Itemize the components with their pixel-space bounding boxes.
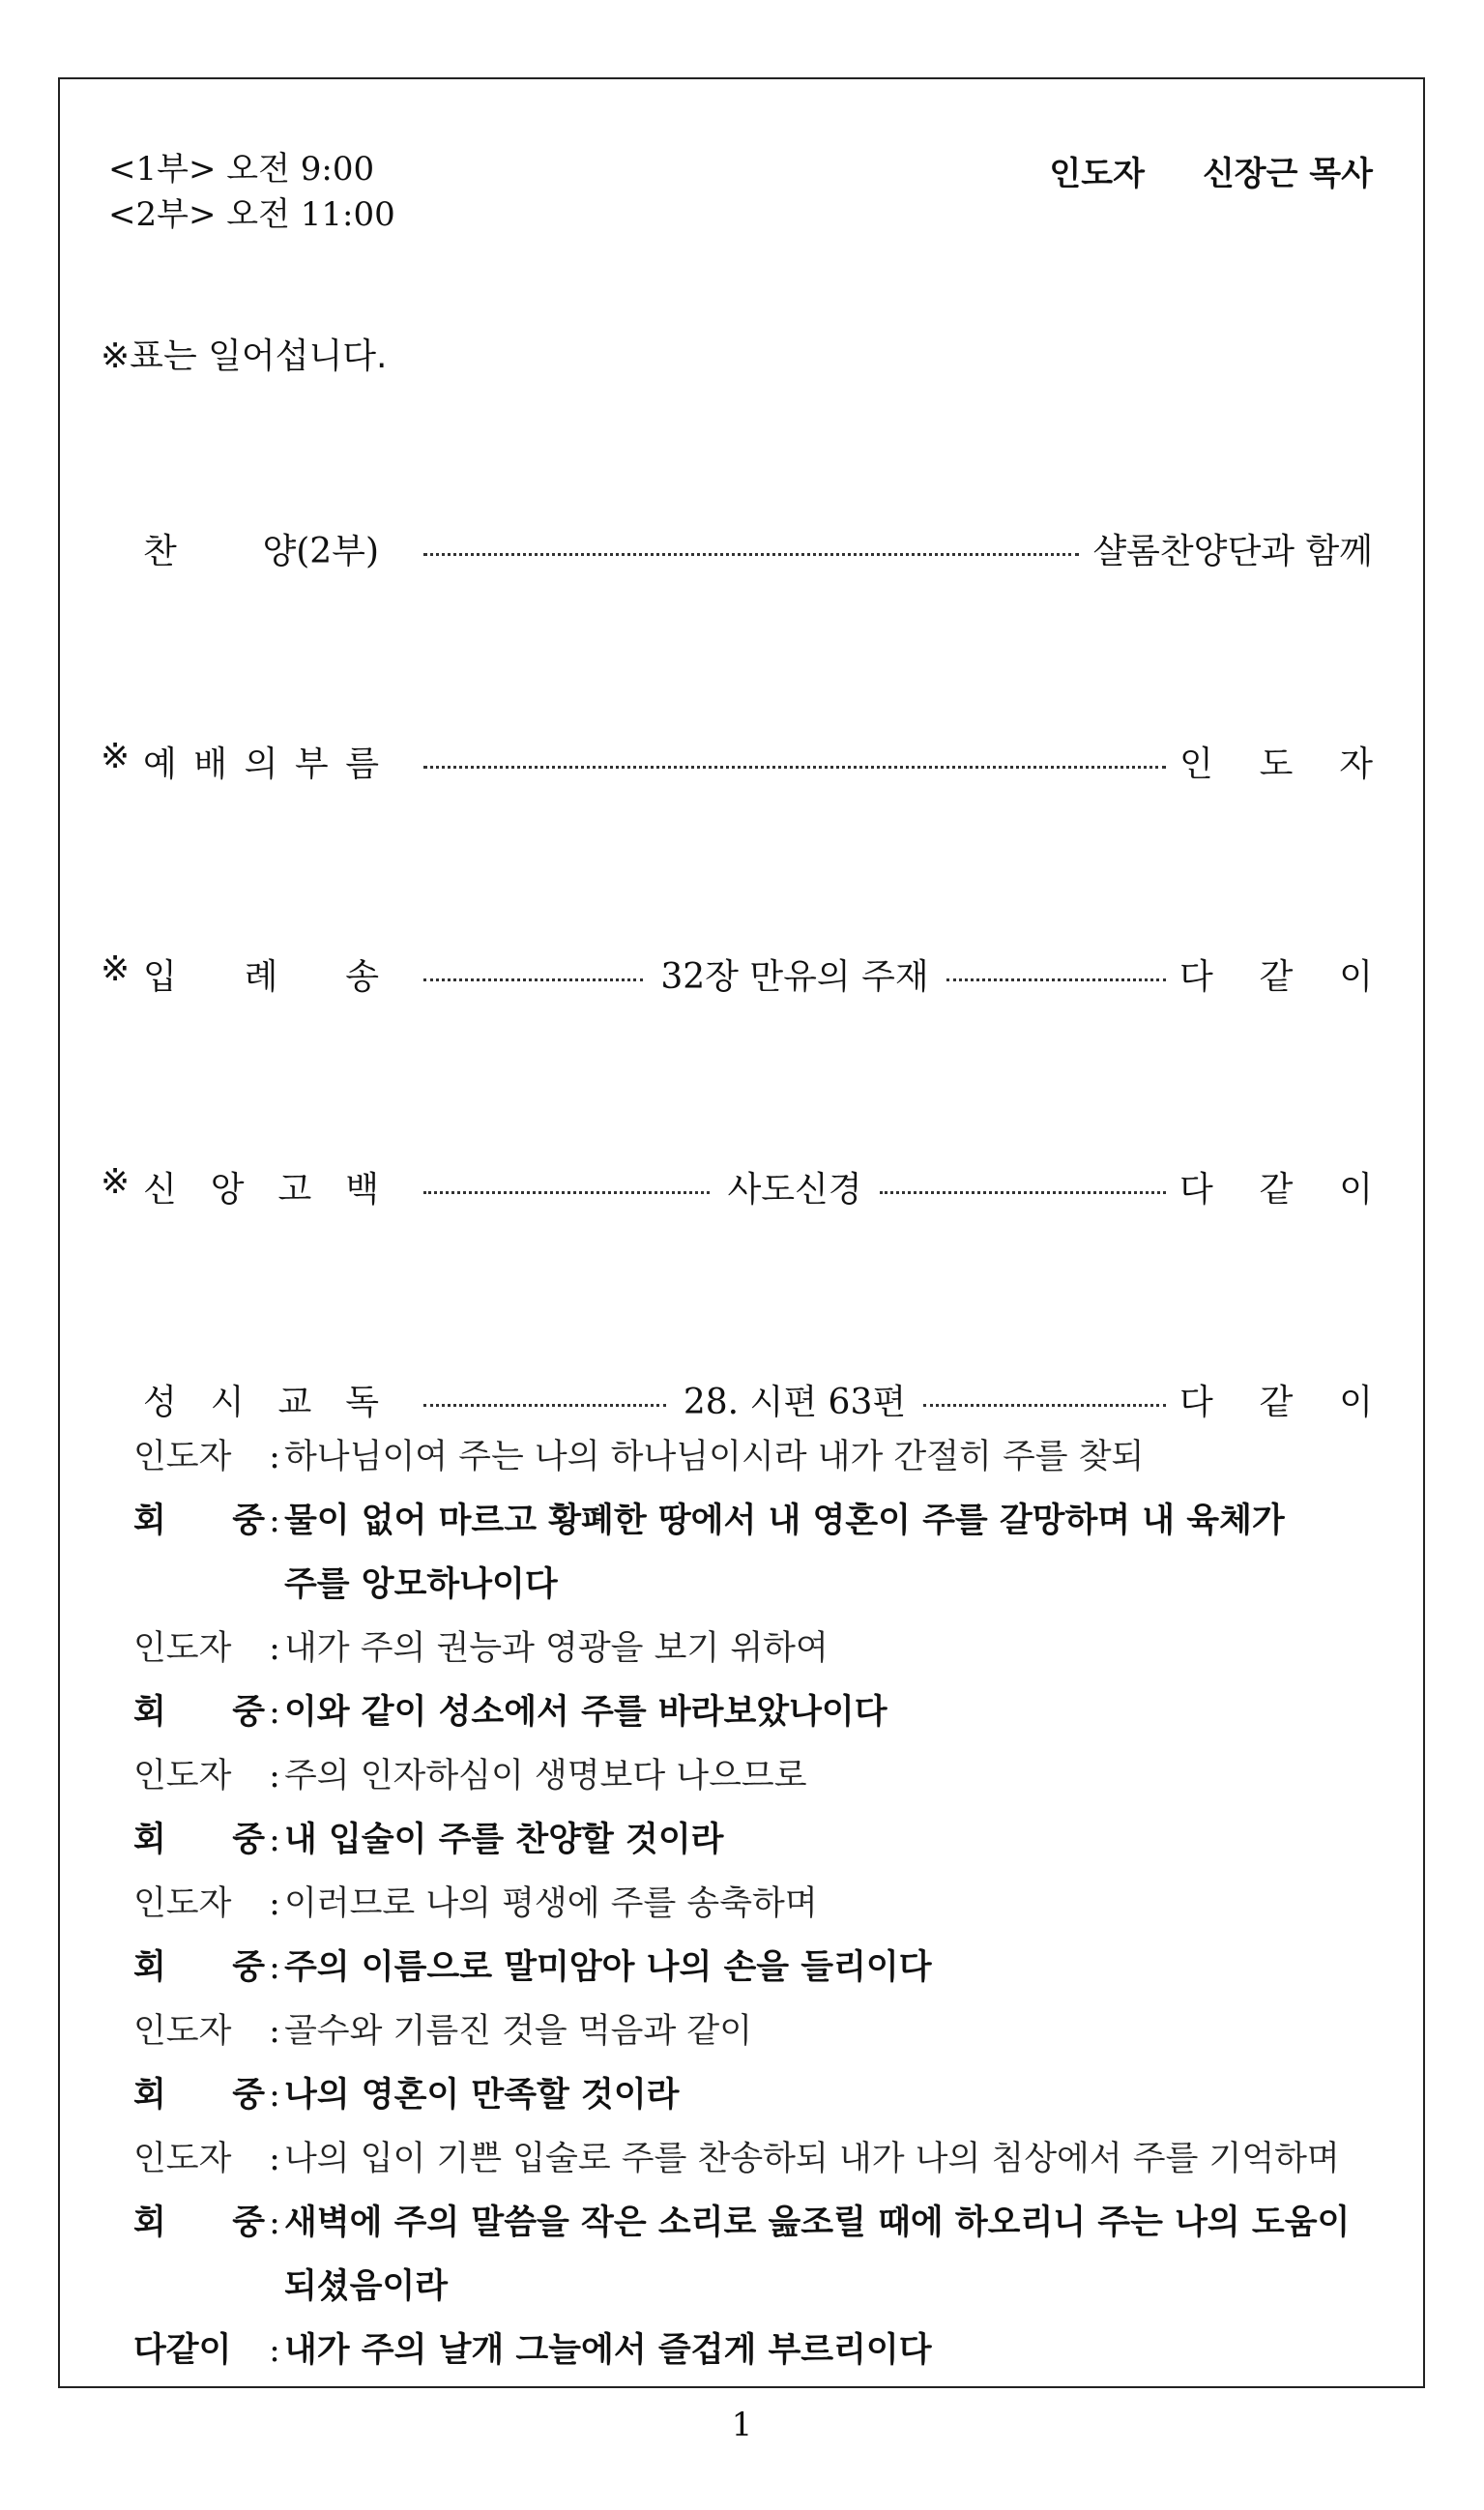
order-item (101, 524, 1373, 572)
colon: : (269, 1821, 280, 1859)
label-char: 시 (210, 1382, 245, 1422)
label-char: 예 (143, 744, 177, 784)
service-1-time: <1부> 오전 9:00 (108, 150, 375, 189)
label-char: 백 (345, 1169, 379, 1210)
speaker-char: 회 (133, 2076, 166, 2115)
speaker-char: 인도자 (133, 2140, 232, 2178)
leader-line (133, 1872, 1373, 1936)
speaker-char: 중 (232, 1693, 265, 1732)
participant-char: 다 (1179, 1169, 1213, 1210)
leader-line (133, 1999, 1373, 2063)
participant-char: 이 (1339, 956, 1373, 997)
speaker-label (133, 2063, 265, 2127)
label-char: 교 (277, 1382, 312, 1422)
participant-char: 인 (1179, 744, 1213, 784)
order-item (101, 949, 1373, 998)
speaker-char: 중 (232, 1502, 265, 1540)
speaker-char: 중 (232, 2204, 265, 2242)
colon: : (269, 1629, 280, 1668)
reading-text: 이와 같이 성소에서 주를 바라보았나이다 (284, 1693, 887, 1732)
dot-leader (423, 1404, 666, 1407)
speaker-char: 회 (133, 1821, 166, 1859)
reading-text: 이러므로 나의 평생에 주를 송축하며 (284, 1884, 818, 1923)
standing-note: ※표는 일어섭니다. (101, 336, 388, 376)
order-item (101, 737, 1373, 785)
dot-leader (423, 553, 1079, 556)
participant-char: 이 (1339, 1382, 1373, 1422)
label-char: 성 (143, 1382, 177, 1422)
service-times (108, 147, 395, 238)
speaker-label (133, 2127, 265, 2191)
label-char: 고 (277, 1169, 312, 1210)
leader-line (133, 1425, 1373, 1489)
reading-text: 주의 이름으로 말미암아 나의 손을 들리이다 (284, 1948, 932, 1987)
speaker-char: 회 (133, 1502, 166, 1540)
colon: : (269, 1757, 280, 1795)
congregation-line (133, 1936, 1373, 1999)
speaker-char: 중 (232, 2076, 265, 2115)
participant-char: 다 (1179, 956, 1213, 997)
participant-char: 같 (1259, 1382, 1294, 1422)
participant-char: 다 (1179, 1382, 1213, 1422)
label-char: 례 (244, 956, 278, 997)
speaker-char: 인도자 (133, 1757, 232, 1795)
colon: : (269, 1693, 280, 1732)
label-char: 양(2부) (262, 531, 379, 571)
speaker-label (133, 1617, 265, 1680)
participant-char: 샬롬찬양단과 함께 (1092, 531, 1373, 571)
order-item-label (101, 949, 410, 999)
speaker-char: 회 (133, 2204, 166, 2242)
congregation-line (133, 2063, 1373, 2127)
speaker-label (133, 1999, 265, 2063)
standing-mark: ※ (101, 1161, 131, 1202)
order-item-detail (416, 760, 1174, 763)
congregation-line (133, 2191, 1373, 2255)
order-item-detail (416, 1375, 1174, 1424)
order-item-detail (416, 547, 1087, 550)
order-item-content: 28. 시편 63편 (683, 1382, 907, 1422)
leader-line (133, 1744, 1373, 1808)
reading-text: 하나님이여 주는 나의 하나님이시라 내가 간절히 주를 찾되 (284, 1438, 1145, 1476)
worship-leader (1049, 147, 1373, 194)
colon: : (269, 2012, 280, 2051)
congregation-line (133, 1680, 1373, 1744)
order-item-label (101, 737, 410, 786)
label-char: 독 (345, 1382, 379, 1422)
dot-leader (423, 978, 643, 981)
speaker-char: 회 (133, 1693, 166, 1732)
participant-char: 이 (1339, 1169, 1373, 1210)
colon: : (269, 1438, 280, 1476)
standing-mark (101, 524, 139, 573)
order-item-participant (1179, 949, 1373, 999)
all-line (133, 2319, 1373, 2382)
reading-text: 물이 없어 마르고 황폐한 땅에서 내 영혼이 주를 갈망하며 내 육체가 (284, 1502, 1285, 1540)
standing-mark: ※ (101, 736, 131, 776)
speaker-char: 중 (232, 1948, 265, 1987)
speaker-label (133, 2191, 265, 2255)
speaker-label (133, 1425, 265, 1489)
label-char: 앙 (210, 1169, 245, 1210)
participant-char: 같 (1259, 1169, 1294, 1210)
responsive-reading (133, 1425, 1373, 2382)
order-item (101, 1162, 1373, 1211)
order-item-detail (416, 949, 1174, 999)
leader-name: 신장근 목사 (1202, 155, 1373, 193)
reading-text: 주를 앙모하나이다 (284, 1565, 558, 1604)
label-char: 의 (244, 744, 278, 784)
label-char: 배 (193, 744, 228, 784)
speaker-label (133, 1936, 265, 1999)
reading-text: 새벽에 주의 말씀을 작은 소리로 읊조릴 때에 하오리니 주는 나의 도움이 (284, 2204, 1351, 2242)
label-char: 부 (294, 744, 329, 784)
order-item-label (101, 1162, 410, 1211)
label-char: 입 (143, 956, 177, 997)
order-item-participant (1179, 1375, 1373, 1424)
order-item-participant (1179, 1162, 1373, 1211)
order-item-content: 32장 만유의 주재 (660, 956, 929, 997)
speaker-char: 인도자 (133, 2012, 232, 2051)
dot-leader (423, 1191, 710, 1194)
dot-leader (946, 978, 1166, 981)
order-item-participant (1179, 737, 1373, 786)
dot-leader (880, 1191, 1166, 1194)
speaker-label (133, 1489, 265, 1553)
speaker-label (133, 2319, 265, 2382)
label-char: 찬 (143, 531, 177, 571)
order-item-label (101, 524, 410, 573)
speaker-char: 인도자 (133, 1629, 232, 1668)
order-item-label (101, 1375, 410, 1424)
congregation-line (133, 1808, 1373, 1872)
standing-mark: ※ (101, 949, 131, 989)
standing-mark (101, 1375, 139, 1424)
colon: : (269, 2204, 280, 2242)
speaker-char: 중 (232, 1821, 265, 1859)
order-item (101, 1375, 1373, 1423)
page-number: 1 (731, 2406, 753, 2444)
leader-line (133, 1617, 1373, 1680)
reading-text: 나의 입이 기쁜 입술로 주를 찬송하되 내가 나의 침상에서 주를 기억하며 (284, 2140, 1340, 2178)
colon: : (269, 2076, 280, 2115)
label-char: 송 (345, 956, 379, 997)
leader-label: 인도자 (1049, 155, 1145, 193)
colon: : (269, 1948, 280, 1987)
participant-char: 자 (1339, 744, 1373, 784)
speaker-char: 다같이 (133, 2331, 232, 2370)
congregation-line (133, 1553, 1373, 1617)
speaker-label (133, 1872, 265, 1936)
reading-text: 주의 인자하심이 생명보다 나으므로 (284, 1757, 807, 1795)
leader-line (133, 2127, 1373, 2191)
speaker-char: 인도자 (133, 1884, 232, 1923)
reading-text: 나의 영혼이 만족할 것이라 (284, 2076, 680, 2115)
order-item-detail (416, 1162, 1174, 1211)
dot-leader (423, 766, 1166, 769)
speaker-label (133, 1744, 265, 1808)
speaker-char: 인도자 (133, 1438, 232, 1476)
colon: : (269, 2331, 280, 2370)
reading-text: 내가 주의 권능과 영광을 보기 위하여 (284, 1629, 829, 1668)
reading-text: 되셨음이라 (284, 2267, 449, 2306)
participant-char: 같 (1259, 956, 1294, 997)
colon: : (269, 1502, 280, 1540)
order-item-participant (1092, 524, 1373, 573)
reading-text: 내 입술이 주를 찬양할 것이라 (284, 1821, 724, 1859)
bulletin-frame (58, 77, 1425, 2388)
label-char: 신 (143, 1169, 177, 1210)
colon: : (269, 1884, 280, 1923)
colon: : (269, 2140, 280, 2178)
service-2-time: <2부> 오전 11:00 (108, 195, 395, 234)
speaker-label (133, 1680, 265, 1744)
speaker-label (133, 1808, 265, 1872)
participant-char: 도 (1259, 744, 1294, 784)
congregation-line (133, 2255, 1373, 2319)
order-item-content: 사도신경 (727, 1169, 862, 1210)
label-char: 름 (345, 744, 379, 784)
reading-text: 내가 주의 날개 그늘에서 즐겁게 부르리이다 (284, 2331, 932, 2370)
dot-leader (923, 1404, 1166, 1407)
speaker-char: 회 (133, 1948, 166, 1987)
reading-text: 골수와 기름진 것을 먹음과 같이 (284, 2012, 753, 2051)
congregation-line (133, 1489, 1373, 1553)
